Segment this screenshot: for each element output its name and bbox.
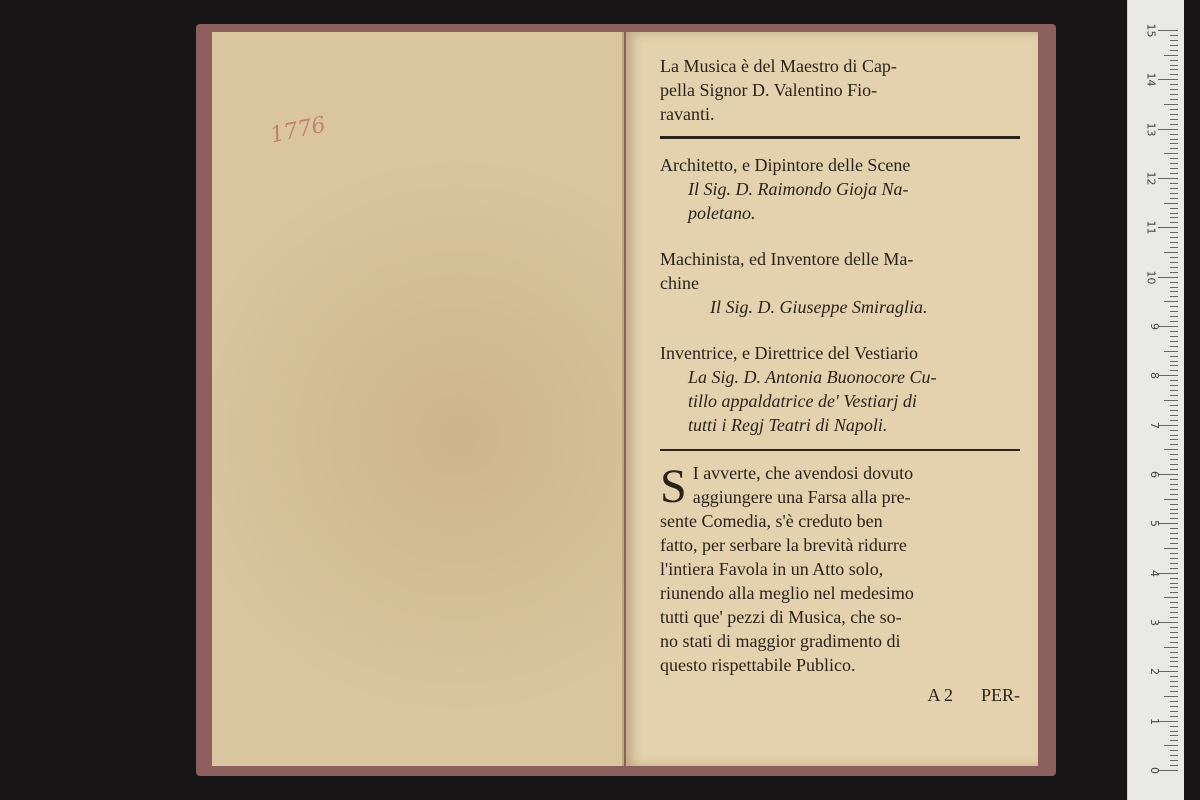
ruler-minor-tick xyxy=(1164,696,1178,697)
architect-heading: Architetto, e Dipintore delle Scene xyxy=(660,155,911,175)
ruler-minor-tick xyxy=(1170,119,1178,120)
ruler-minor-tick xyxy=(1170,661,1178,662)
ruler-minor-tick xyxy=(1164,745,1178,746)
ruler-minor-tick xyxy=(1170,213,1178,214)
ruler-minor-tick xyxy=(1170,237,1178,238)
ruler-minor-tick xyxy=(1170,336,1178,337)
ruler-minor-tick xyxy=(1170,587,1178,588)
music-credit-line: ravanti. xyxy=(660,104,715,124)
ruler-minor-tick xyxy=(1170,592,1178,593)
ruler-minor-tick xyxy=(1170,459,1178,460)
ruler-number: 0 xyxy=(1148,767,1161,774)
drop-cap: S xyxy=(660,460,687,513)
ruler-minor-tick xyxy=(1170,504,1178,505)
ruler-minor-tick xyxy=(1170,380,1178,381)
ruler-minor-tick xyxy=(1170,652,1178,653)
ruler-minor-tick xyxy=(1170,148,1178,149)
ruler-minor-tick xyxy=(1170,469,1178,470)
ruler-minor-tick xyxy=(1170,341,1178,342)
ruler-number: 10 xyxy=(1144,270,1158,285)
ruler-minor-tick xyxy=(1170,247,1178,248)
ruler-minor-tick xyxy=(1170,750,1178,751)
ruler-minor-tick xyxy=(1170,40,1178,41)
costume-heading: Inventrice, e Direttrice del Vestiario xyxy=(660,343,919,363)
ruler-minor-tick xyxy=(1170,35,1178,36)
ruler-minor-tick xyxy=(1170,731,1178,732)
ruler-minor-tick xyxy=(1164,597,1178,598)
ruler-minor-tick xyxy=(1170,518,1178,519)
ruler-minor-tick xyxy=(1170,361,1178,362)
ruler-minor-tick xyxy=(1170,484,1178,485)
notice-line: l'intiera Favola in un Atto solo, xyxy=(660,559,884,579)
costume-name: La Sig. D. Antonia Buonocore Cu- xyxy=(688,367,937,387)
ruler-minor-tick xyxy=(1170,410,1178,411)
ruler-number: 6 xyxy=(1148,471,1161,478)
music-credit-line: pella Signor D. Valentino Fio- xyxy=(660,80,878,100)
ruler-number: 7 xyxy=(1148,421,1161,429)
ruler-minor-tick xyxy=(1170,439,1178,440)
ruler-tick xyxy=(1158,375,1178,376)
ruler-minor-tick xyxy=(1170,405,1178,406)
ruler-minor-tick xyxy=(1170,163,1178,164)
ruler-minor-tick xyxy=(1170,489,1178,490)
ruler-minor-tick xyxy=(1164,449,1178,450)
architect-name: poletano. xyxy=(688,203,756,223)
ruler-minor-tick xyxy=(1170,262,1178,263)
ruler-minor-tick xyxy=(1170,232,1178,233)
music-credit-line: La Musica è del Maestro di Cap- xyxy=(660,56,897,76)
ruler-minor-tick xyxy=(1164,548,1178,549)
ruler-minor-tick xyxy=(1170,69,1178,70)
ruler-number: 5 xyxy=(1148,520,1161,528)
ruler-tick xyxy=(1158,79,1178,80)
ruler-minor-tick xyxy=(1170,208,1178,209)
signature-mark: A 2 xyxy=(927,685,953,705)
ruler-minor-tick xyxy=(1170,217,1178,218)
ruler-number: 9 xyxy=(1148,323,1161,330)
left-page-stamp: 1776 xyxy=(268,112,328,149)
ruler-minor-tick xyxy=(1170,89,1178,90)
ruler-minor-tick xyxy=(1170,726,1178,727)
ruler-minor-tick xyxy=(1170,617,1178,618)
ruler-minor-tick xyxy=(1170,173,1178,174)
ruler-minor-tick xyxy=(1170,222,1178,223)
ruler-minor-tick xyxy=(1170,109,1178,110)
ruler-minor-tick xyxy=(1170,84,1178,85)
ruler-number: 8 xyxy=(1148,372,1161,380)
ruler-minor-tick xyxy=(1164,153,1178,154)
ruler-minor-tick xyxy=(1170,509,1178,510)
ruler-minor-tick xyxy=(1170,168,1178,169)
ruler-tick xyxy=(1158,277,1178,278)
ruler-minor-tick xyxy=(1170,735,1178,736)
ruler-minor-tick xyxy=(1170,287,1178,288)
costume-name: tutti i Regj Teatri di Napoli. xyxy=(688,415,888,435)
ruler-minor-tick xyxy=(1170,331,1178,332)
ruler-minor-tick xyxy=(1170,198,1178,199)
notice-line: aggiungere una Farsa alla pre- xyxy=(692,487,911,507)
ruler-tick xyxy=(1158,622,1178,623)
ruler-minor-tick xyxy=(1170,370,1178,371)
ruler-minor-tick xyxy=(1170,553,1178,554)
notice-paragraph xyxy=(660,461,1020,677)
ruler-minor-tick xyxy=(1170,583,1178,584)
ruler-tick xyxy=(1158,671,1178,672)
ruler-minor-tick xyxy=(1170,346,1178,347)
notice-line: no stati di maggior gradimento di xyxy=(660,631,901,651)
ruler-minor-tick xyxy=(1170,479,1178,480)
ruler-tick xyxy=(1158,425,1178,426)
left-page xyxy=(212,32,624,766)
ruler-number: 3 xyxy=(1148,619,1161,626)
right-page xyxy=(626,32,1038,766)
ruler-minor-tick xyxy=(1164,55,1178,56)
page-footer xyxy=(660,683,1020,707)
ruler-minor-tick xyxy=(1170,538,1178,539)
section-rule xyxy=(660,136,1020,139)
ruler-minor-tick xyxy=(1164,499,1178,500)
ruler-minor-tick xyxy=(1170,114,1178,115)
ruler-minor-tick xyxy=(1170,99,1178,100)
ruler-minor-tick xyxy=(1170,267,1178,268)
ruler-minor-tick xyxy=(1170,666,1178,667)
ruler-minor-tick xyxy=(1170,642,1178,643)
ruler-minor-tick xyxy=(1170,316,1178,317)
ruler-minor-tick xyxy=(1170,420,1178,421)
measurement-ruler xyxy=(1127,0,1184,800)
ruler-minor-tick xyxy=(1170,637,1178,638)
ruler-minor-tick xyxy=(1170,740,1178,741)
ruler-minor-tick xyxy=(1170,444,1178,445)
machinist-heading: chine xyxy=(660,273,699,293)
ruler-minor-tick xyxy=(1170,607,1178,608)
ruler-minor-tick xyxy=(1170,365,1178,366)
music-credit xyxy=(660,54,1020,126)
ruler-minor-tick xyxy=(1170,706,1178,707)
ruler-minor-tick xyxy=(1170,50,1178,51)
ruler-minor-tick xyxy=(1170,568,1178,569)
ruler-minor-tick xyxy=(1170,528,1178,529)
ruler-minor-tick xyxy=(1170,533,1178,534)
ruler-tick xyxy=(1158,523,1178,524)
ruler-number: 13 xyxy=(1144,122,1158,137)
section-rule xyxy=(660,449,1020,451)
ruler-minor-tick xyxy=(1170,558,1178,559)
ruler-tick xyxy=(1158,129,1178,130)
book-spread xyxy=(212,30,1042,768)
ruler-minor-tick xyxy=(1170,65,1178,66)
ruler-minor-tick xyxy=(1170,760,1178,761)
ruler-minor-tick xyxy=(1170,356,1178,357)
ruler-minor-tick xyxy=(1164,351,1178,352)
ruler-tick xyxy=(1158,326,1178,327)
ruler-minor-tick xyxy=(1170,765,1178,766)
ruler-minor-tick xyxy=(1170,188,1178,189)
ruler-minor-tick xyxy=(1170,183,1178,184)
ruler-minor-tick xyxy=(1170,755,1178,756)
ruler-tick xyxy=(1158,721,1178,722)
ruler-minor-tick xyxy=(1170,94,1178,95)
ruler-minor-tick xyxy=(1164,647,1178,648)
ruler-minor-tick xyxy=(1170,513,1178,514)
ruler-minor-tick xyxy=(1170,296,1178,297)
ruler-minor-tick xyxy=(1170,158,1178,159)
ruler-minor-tick xyxy=(1170,139,1178,140)
ruler-minor-tick xyxy=(1170,435,1178,436)
ruler-minor-tick xyxy=(1170,711,1178,712)
ruler-minor-tick xyxy=(1170,691,1178,692)
ruler-minor-tick xyxy=(1170,464,1178,465)
ruler-minor-tick xyxy=(1164,301,1178,302)
ruler-number: 2 xyxy=(1148,668,1161,676)
machinist-name: Il Sig. D. Giuseppe Smiraglia. xyxy=(710,297,928,317)
ruler-minor-tick xyxy=(1164,252,1178,253)
ruler-tick xyxy=(1158,178,1178,179)
ruler-minor-tick xyxy=(1170,430,1178,431)
ruler-minor-tick xyxy=(1170,272,1178,273)
ruler-minor-tick xyxy=(1170,681,1178,682)
ruler-minor-tick xyxy=(1170,134,1178,135)
ruler-minor-tick xyxy=(1170,415,1178,416)
notice-line: tutti que' pezzi di Musica, che so- xyxy=(660,607,902,627)
costume-name: tillo appaldatrice de' Vestiarj di xyxy=(688,391,917,411)
right-page-text xyxy=(660,54,1020,707)
ruler-minor-tick xyxy=(1170,143,1178,144)
notice-line: I avverte, che avendosi dovuto xyxy=(692,463,914,483)
ruler-minor-tick xyxy=(1170,321,1178,322)
ruler-minor-tick xyxy=(1164,203,1178,204)
notice-line: questo rispettabile Publico. xyxy=(660,655,856,675)
ruler-minor-tick xyxy=(1170,291,1178,292)
ruler-minor-tick xyxy=(1170,563,1178,564)
ruler-minor-tick xyxy=(1170,716,1178,717)
ruler-minor-tick xyxy=(1170,612,1178,613)
ruler-minor-tick xyxy=(1170,74,1178,75)
ruler-minor-tick xyxy=(1170,45,1178,46)
ruler-minor-tick xyxy=(1170,676,1178,677)
ruler-number: 14 xyxy=(1144,72,1158,87)
ruler-minor-tick xyxy=(1170,602,1178,603)
ruler-tick xyxy=(1158,30,1178,31)
ruler-minor-tick xyxy=(1164,104,1178,105)
ruler-minor-tick xyxy=(1170,306,1178,307)
ruler-minor-tick xyxy=(1170,193,1178,194)
notice-line: fatto, per serbare la brevità ridurre xyxy=(660,535,907,555)
ruler-minor-tick xyxy=(1164,400,1178,401)
ruler-minor-tick xyxy=(1170,686,1178,687)
ruler-minor-tick xyxy=(1170,257,1178,258)
ruler-minor-tick xyxy=(1170,543,1178,544)
ruler-minor-tick xyxy=(1170,390,1178,391)
ruler-minor-tick xyxy=(1170,632,1178,633)
ruler-minor-tick xyxy=(1170,657,1178,658)
ruler-number: 12 xyxy=(1144,171,1158,186)
ruler-tick xyxy=(1158,474,1178,475)
ruler-minor-tick xyxy=(1170,282,1178,283)
ruler-minor-tick xyxy=(1170,60,1178,61)
ruler-minor-tick xyxy=(1170,454,1178,455)
catchword: PER- xyxy=(980,685,1020,705)
architect-name: Il Sig. D. Raimondo Gioja Na- xyxy=(688,179,909,199)
ruler-number: 4 xyxy=(1148,569,1161,577)
machinist-heading: Machinista, ed Inventore delle Ma- xyxy=(660,249,914,269)
ruler-number: 11 xyxy=(1144,220,1158,235)
ruler-number: 15 xyxy=(1144,23,1158,38)
ruler-minor-tick xyxy=(1170,627,1178,628)
ruler-tick xyxy=(1158,573,1178,574)
ruler-minor-tick xyxy=(1170,395,1178,396)
ruler-minor-tick xyxy=(1170,124,1178,125)
ruler-minor-tick xyxy=(1170,701,1178,702)
ruler-minor-tick xyxy=(1170,385,1178,386)
ruler-minor-tick xyxy=(1170,578,1178,579)
ruler-minor-tick xyxy=(1170,242,1178,243)
ruler-minor-tick xyxy=(1170,494,1178,495)
notice-line: riunendo alla meglio nel medesimo xyxy=(660,583,914,603)
notice-line: sente Comedia, s'è creduto ben xyxy=(660,511,883,531)
ruler-tick xyxy=(1158,227,1178,228)
ruler-minor-tick xyxy=(1170,311,1178,312)
ruler-tick xyxy=(1158,770,1178,771)
ruler-number: 1 xyxy=(1148,717,1161,725)
